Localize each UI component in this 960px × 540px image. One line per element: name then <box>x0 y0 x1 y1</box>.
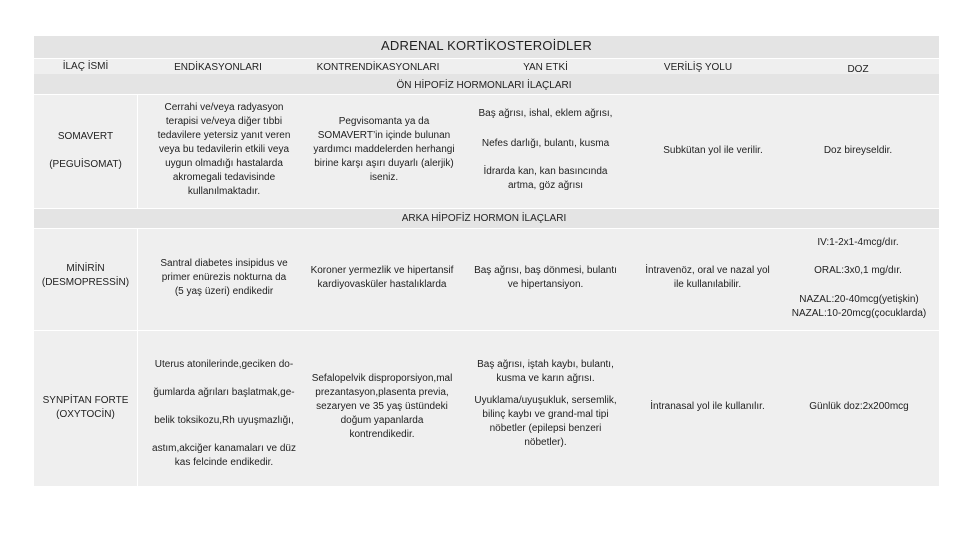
dose-nasal: NAZAL:20-40mcg(yetişkin) NAZAL:10-20mcg(çocuklarda) <box>791 294 927 319</box>
dose-text: Günlük doz:2x200mcg <box>809 401 909 412</box>
section-posterior-title: ARKA HİPOFİZ HORMON İLAÇLARI <box>401 213 567 224</box>
page-title: ADRENAL KORTİKOSTEROİDLER <box>381 38 592 53</box>
side-effect-text: Baş ağrısı, baş dönmesi, bulantı ve hipertansiyon. <box>474 265 617 290</box>
header-drug: İLAÇ İSMİ <box>62 61 109 72</box>
side-effect-c: İdrarda kan, kan basıncında artma, göz ağrısı <box>483 166 608 191</box>
indication-text: Uterus atonilerinde,geciken do- ğumlarda ağrıları başlatmak,ge- belik toksikozu,Rh uyuşmazlığı, astım,akciğer kanamaları ve düz kas felcinde endikedir. <box>152 359 296 468</box>
side-effect-a: Baş ağrısı, ishal, eklem ağrısı, <box>478 108 613 119</box>
drug-name: SYNPİTAN FORTE <box>42 395 129 406</box>
route-text: İntranasal yol ile kullanılır. <box>650 401 765 412</box>
section-anterior-title: ÖN HİPOFİZ HORMONLARI İLAÇLARI <box>396 80 572 91</box>
route-text: İntravenöz, oral ve nazal yol ile kullanılabilir. <box>645 265 770 290</box>
dose-text: Doz bireyseldir. <box>823 145 893 156</box>
header-route: VERİLİŞ YOLU <box>663 62 733 73</box>
header-indications: ENDİKASYONLARI <box>174 62 262 73</box>
indication-text: Santral diabetes insipidus ve primer enürezis nokturna da (5 yaş üzeri) endikedir <box>160 258 288 297</box>
side-effect-text: Baş ağrısı, iştah kaybı, bulantı, kusma ve karın ağrısı. Uyuklama/uyuşukluk, sersemlik, bilinç kaybı ve grand-mal tipi nöbetler (epilepsi benzeri nöbetler). <box>474 359 617 448</box>
drug-generic: (PEGUİSOMAT) <box>49 159 122 170</box>
dose-iv: IV:1-2x1-4mcg/dır. <box>817 237 899 248</box>
indication-text: Cerrahi ve/veya radyasyon terapisi ve/veya diğer tıbbi tedavilere yetersiz yanıt veren veya bu tedavilerin etkili veya uygun olmadığı hastalarda akromegali tedavisinde kullanılmaktadır. <box>157 102 291 197</box>
drug-generic: (DESMOPRESSİN) <box>41 277 130 288</box>
contraindication-text: Koroner yermezlik ve hipertansif kardiyovasküler hastalıklarda <box>310 265 454 290</box>
contraindication-text: Sefalopelvik disproporsiyon,mal prezantasyon,plasenta previa, sezaryen ve 35 yaş üstündeki doğum yapanlarda kontrendikedir. <box>311 373 453 440</box>
header-side-effects: YAN ETKİ <box>523 62 568 73</box>
header-dose: DOZ <box>847 64 869 75</box>
drug-generic: (OXYTOCİN) <box>56 409 115 420</box>
route-text: Subkütan yol ile verilir. <box>663 145 763 156</box>
dose-oral: ORAL:3x0,1 mg/dır. <box>814 265 902 276</box>
contraindication-text: Pegvisomanta ya da SOMAVERT’in içinde bulunan yardımcı maddelerden herhangi birine karşı aşırı duyarlı (alerjik) iseniz. <box>313 116 455 183</box>
drug-name: MİNİRİN <box>66 263 105 274</box>
side-effect-b: Nefes darlığı, bulantı, kusma <box>481 138 610 149</box>
drug-name: SOMAVERT <box>57 131 114 142</box>
header-contraindications: KONTRENDİKASYONLARI <box>316 62 440 73</box>
drug-table <box>34 36 939 486</box>
